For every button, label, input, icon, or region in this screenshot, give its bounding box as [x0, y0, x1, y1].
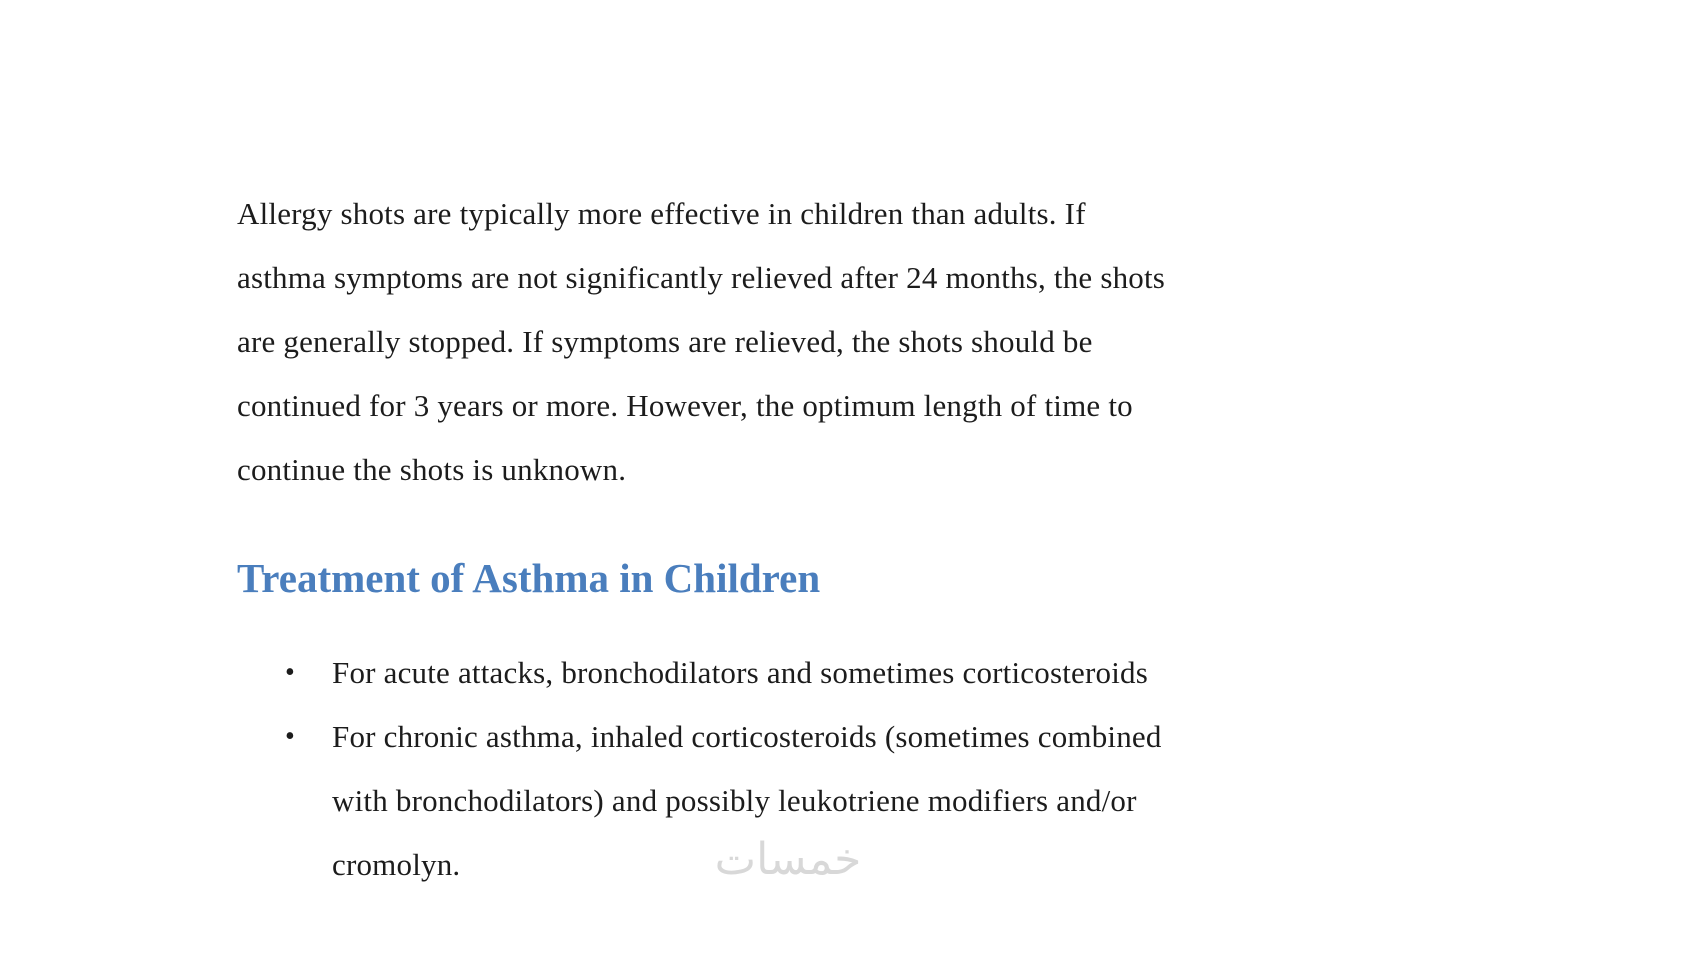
bullet-icon: • — [285, 721, 295, 752]
paragraph-line: continued for 3 years or more. However, the optimum length of time to — [237, 388, 1133, 423]
watermark: خمسات — [714, 834, 862, 885]
document-content — [237, 182, 1357, 897]
list-item — [237, 641, 1357, 705]
paragraph-line: continue the shots is unknown. — [237, 452, 627, 487]
bullet-line: cromolyn. — [332, 847, 461, 882]
bullet-line: For acute attacks, bronchodilators and sometimes corticosteroids — [332, 655, 1148, 690]
bullet-line: with bronchodilators) and possibly leukotriene modifiers and/or — [332, 783, 1137, 818]
paragraph-allergy-shots — [237, 182, 1357, 502]
paragraph-line: are generally stopped. If symptoms are relieved, the shots should be — [237, 324, 1093, 359]
bullet-line: For chronic asthma, inhaled corticosteroids (sometimes combined — [332, 719, 1162, 754]
list-item — [237, 705, 1357, 897]
section-heading: Treatment of Asthma in Children — [237, 555, 821, 601]
paragraph-line: Allergy shots are typically more effective in children than adults. If — [237, 196, 1086, 231]
bullet-icon: • — [285, 657, 295, 688]
paragraph-line: asthma symptoms are not significantly relieved after 24 months, the shots — [237, 260, 1166, 295]
bullet-list — [237, 641, 1357, 897]
